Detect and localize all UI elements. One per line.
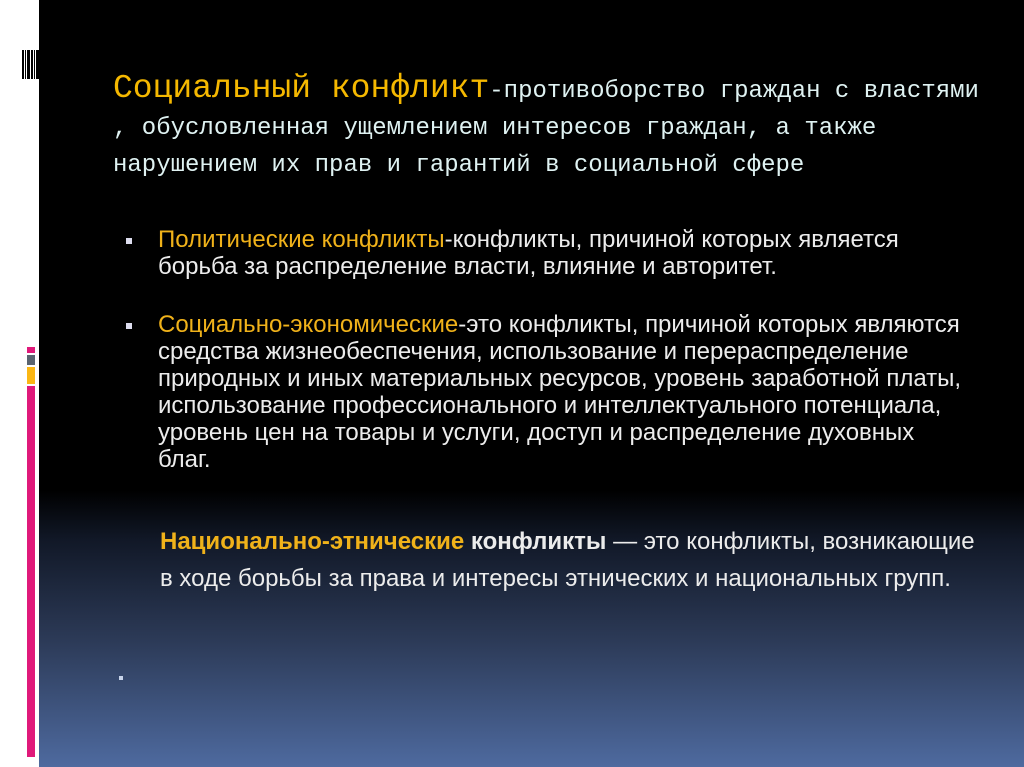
bullet-icon [126, 323, 132, 329]
color-bar-pink-small [27, 347, 35, 353]
bullet-text: -это конфликты, причиной которых являются средства жизнеобеспечения, использование и перераспределение природных и иных материальных ресурсов, уровень заработной платы, использование профессионального и интеллектуального потенциала, уровень цен на товары и услуги, доступ и распределение духовных благ. [158, 311, 962, 473]
title-highlight: Социальный конфликт [113, 70, 490, 107]
national-text: — это конфликты, возникающие в ходе борьбы за права и интересы этнических и национальных групп. [160, 528, 975, 592]
bullet-term: Политические конфликты [158, 226, 445, 253]
color-bar-gray [27, 355, 35, 365]
national-term: Национально-этнические [160, 528, 465, 555]
slide-title [113, 70, 993, 184]
bullet-icon [126, 238, 132, 244]
barcode-decoration [22, 50, 39, 79]
title-rest: -противоборство граждан с властями , обусловленная ущемлением интересов граждан, а также нарушением их прав и гарантий в социальной сфере [113, 78, 979, 179]
color-bar-yellow [27, 367, 35, 384]
national-bold: конфликты [470, 528, 607, 555]
bullet-list [126, 226, 966, 504]
bullet-text: -конфликты, причиной которых является борьба за распределение власти, влияние и авторитет. [158, 226, 899, 280]
national-ethnic-paragraph [160, 523, 980, 597]
bullet-term: Социально-экономические [158, 311, 459, 338]
bullet-item-political [126, 226, 966, 280]
empty-bullet-icon [119, 676, 123, 680]
color-bar-pink-long [27, 386, 35, 757]
bullet-item-socioeconomic [126, 311, 966, 473]
